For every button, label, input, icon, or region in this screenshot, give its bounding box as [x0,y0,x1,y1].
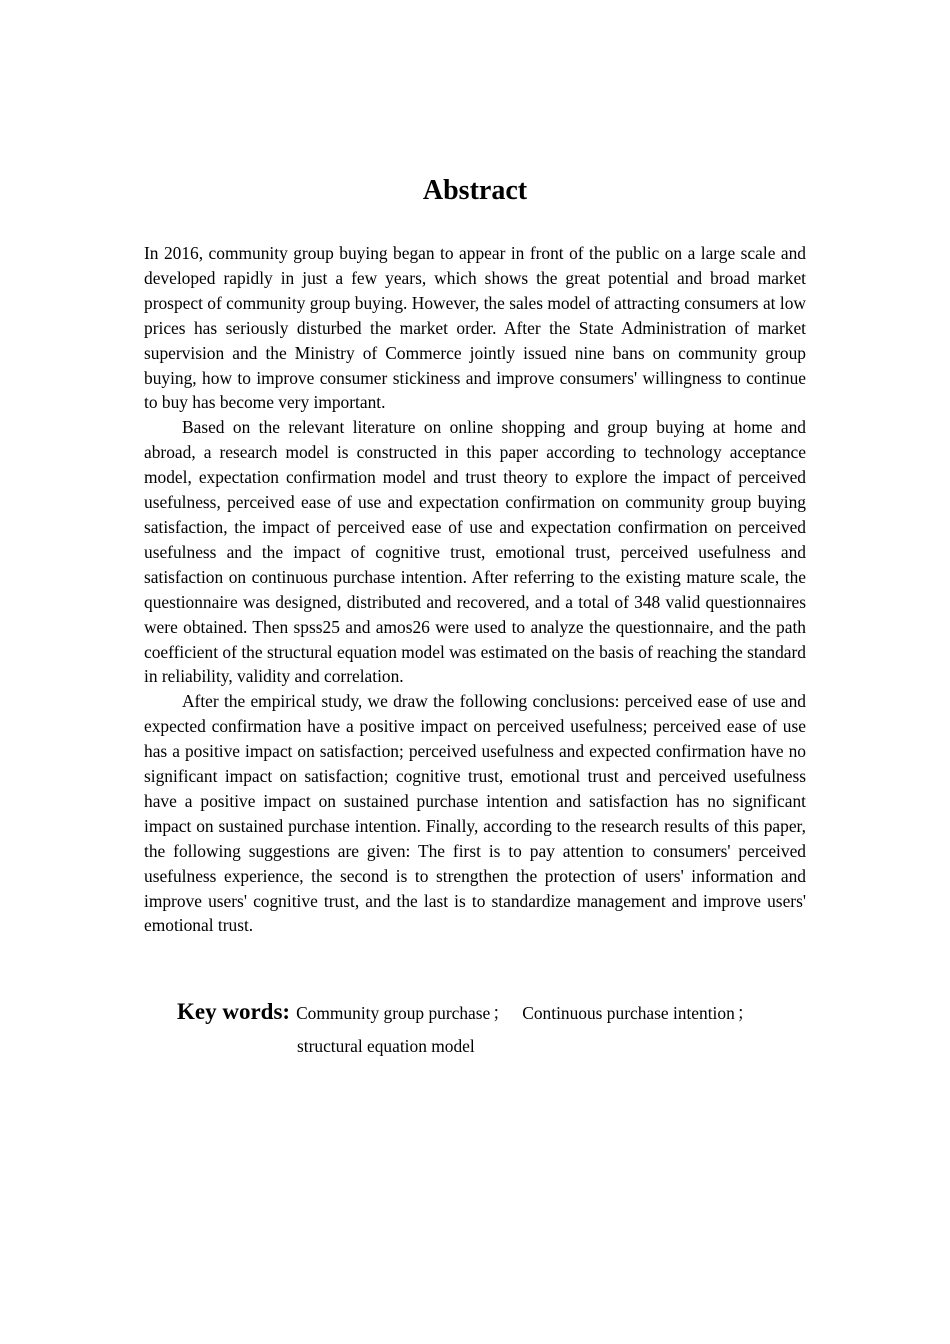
keywords-block [177,996,817,1059]
keywords-line-1 [177,996,817,1029]
keyword-separator: ； [736,1003,755,1023]
keyword-item: structural equation model [297,1036,475,1056]
abstract-paragraph-3: After the empirical study, we draw the following conclusions: perceived ease of use and expected confirmation have a positive impact on perceived usefulness; perceived ease of use has a positive impact on satisfaction; perceived usefulness and expected confirmation have no significant impact on satisfaction; cognitive trust, emotional trust and perceived usefulness have a positive impact on sustained purchase intention and satisfaction has no significant impact on sustained purchase intention. Finally, according to the research results of this paper, the following suggestions are given: The first is to pay attention to consumers' perceived usefulness experience, the second is to strengthen the protection of users' information and improve users' cognitive trust, and the last is to standardize management and improve users' emotional trust. [144,691,806,936]
keyword-item: Continuous purchase intention [522,1003,735,1023]
abstract-body [144,241,806,938]
keywords-label: Key words: [177,999,291,1024]
keywords-line-2 [297,1033,817,1059]
keyword-item: Community group purchase [296,1003,491,1023]
document-page [144,0,806,1344]
keyword-separator: ； [492,1003,510,1023]
abstract-paragraph-2: Based on the relevant literature on online shopping and group buying at home and abroad, a research model is constructed in this paper according to technology acceptance model, expectation confirmation model and trust theory to explore the impact of perceived usefulness, perceived ease of use and expectation confirmation on community group buying satisfaction, the impact of perceived ease of use and expectation confirmation on perceived usefulness and the impact of cognitive trust, emotional trust, perceived usefulness and satisfaction on continuous purchase intention. After referring to the existing mature scale, the questionnaire was designed, distributed and recovered, and a total of 348 valid questionnaires were obtained. Then spss25 and amos26 were used to analyze the questionnaire, and the path coefficient of the structural equation model was estimated on the basis of reaching the standard in reliability, validity and correlation. [144,417,806,687]
abstract-paragraph-1: In 2016, community group buying began to appear in front of the public on a large scale and developed rapidly in just a few years, which shows the great potential and broad market prospect of community group buying. However, the sales model of attracting consumers at low prices has seriously disturbed the market order. After the State Administration of market supervision and the Ministry of Commerce jointly issued nine bans on community group buying, how to improve consumer stickiness and improve consumers' willingness to continue to buy has become very important. [144,243,806,413]
abstract-title: Abstract [422,175,528,206]
